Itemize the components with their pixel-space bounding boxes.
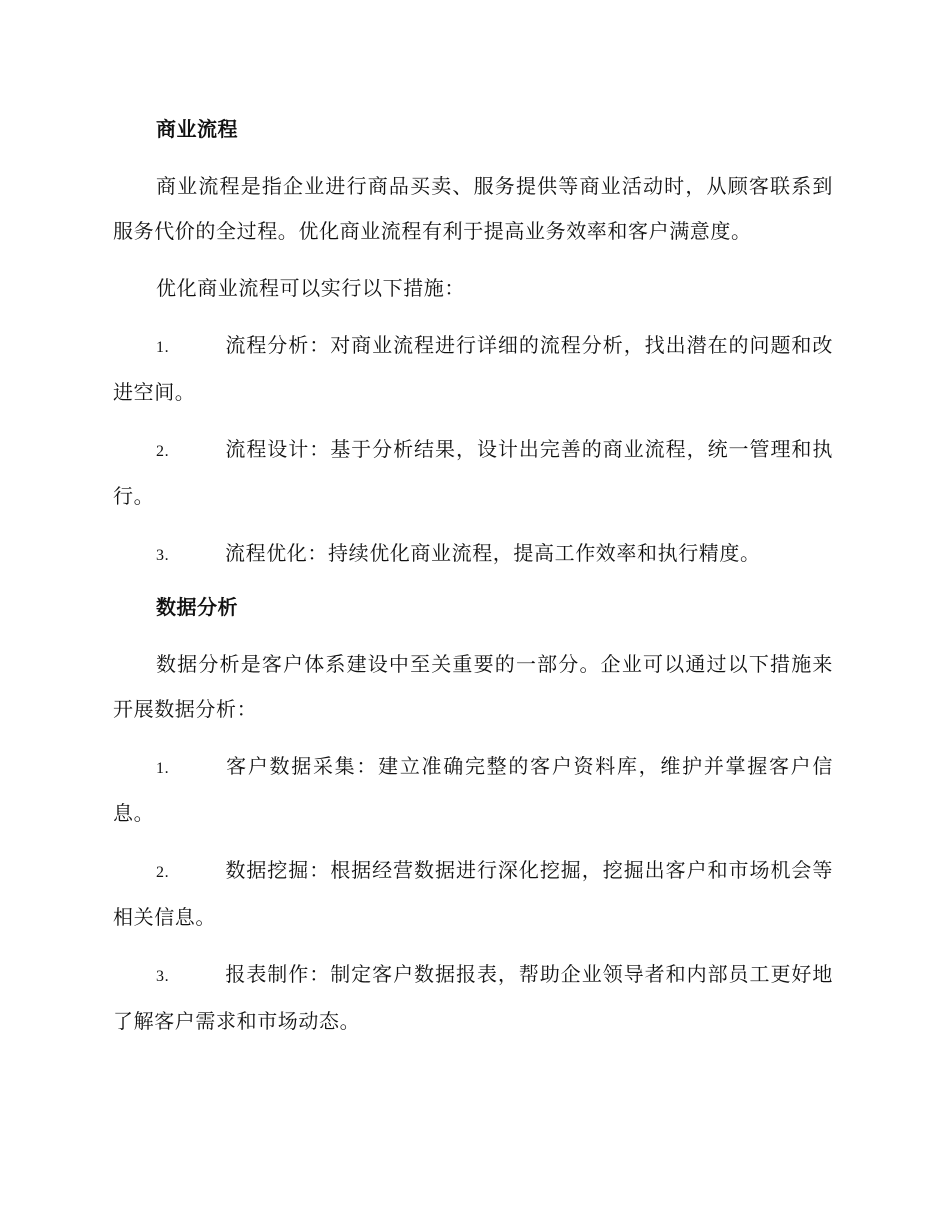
list-item [113,323,833,415]
section-intro-paragraph: 商业流程是指企业进行商品买卖、服务提供等商业活动时，从顾客联系到服务代价的全过程。优化商业流程有利于提高业务效率和客户满意度。 [113,174,833,243]
list-item-text: 数据挖掘：根据经营数据进行深化挖掘，挖掘出客户和市场机会等相关信息。 [113,858,833,929]
list-item-text: 流程设计：基于分析结果，设计出完善的商业流程，统一管理和执行。 [113,437,833,508]
section-data-analysis [113,590,833,1044]
list-item-number: 3. [156,547,170,564]
section-lead-paragraph: 优化商业流程可以实行以下措施： [156,276,465,300]
list-item-number: 1. [156,339,170,356]
list-item [113,427,833,519]
list-item-text: 流程分析：对商业流程进行详细的流程分析，找出潜在的问题和改进空间。 [113,333,833,404]
section-heading: 商业流程 [156,117,238,141]
list-item-number: 1. [156,760,170,777]
section-intro-paragraph: 数据分析是客户体系建设中至关重要的一部分。企业可以通过以下措施来开展数据分析： [113,652,833,721]
list-item-number: 2. [156,864,170,881]
section-heading: 数据分析 [156,595,238,619]
list-item [113,531,833,578]
list-item-number: 3. [156,968,170,985]
list-item-text: 报表制作：制定客户数据报表，帮助企业领导者和内部员工更好地了解客户需求和市场动态。 [113,962,833,1033]
list-item [113,848,833,940]
list-item [113,952,833,1044]
list-item [113,744,833,836]
list-item-number: 2. [156,443,170,460]
document-page [113,112,833,1056]
list-item-text: 客户数据采集：建立准确完整的客户资料库，维护并掌握客户信息。 [113,754,833,825]
list-item-text: 流程优化：持续优化商业流程，提高工作效率和执行精度。 [225,541,761,565]
section-business-process [113,112,833,578]
